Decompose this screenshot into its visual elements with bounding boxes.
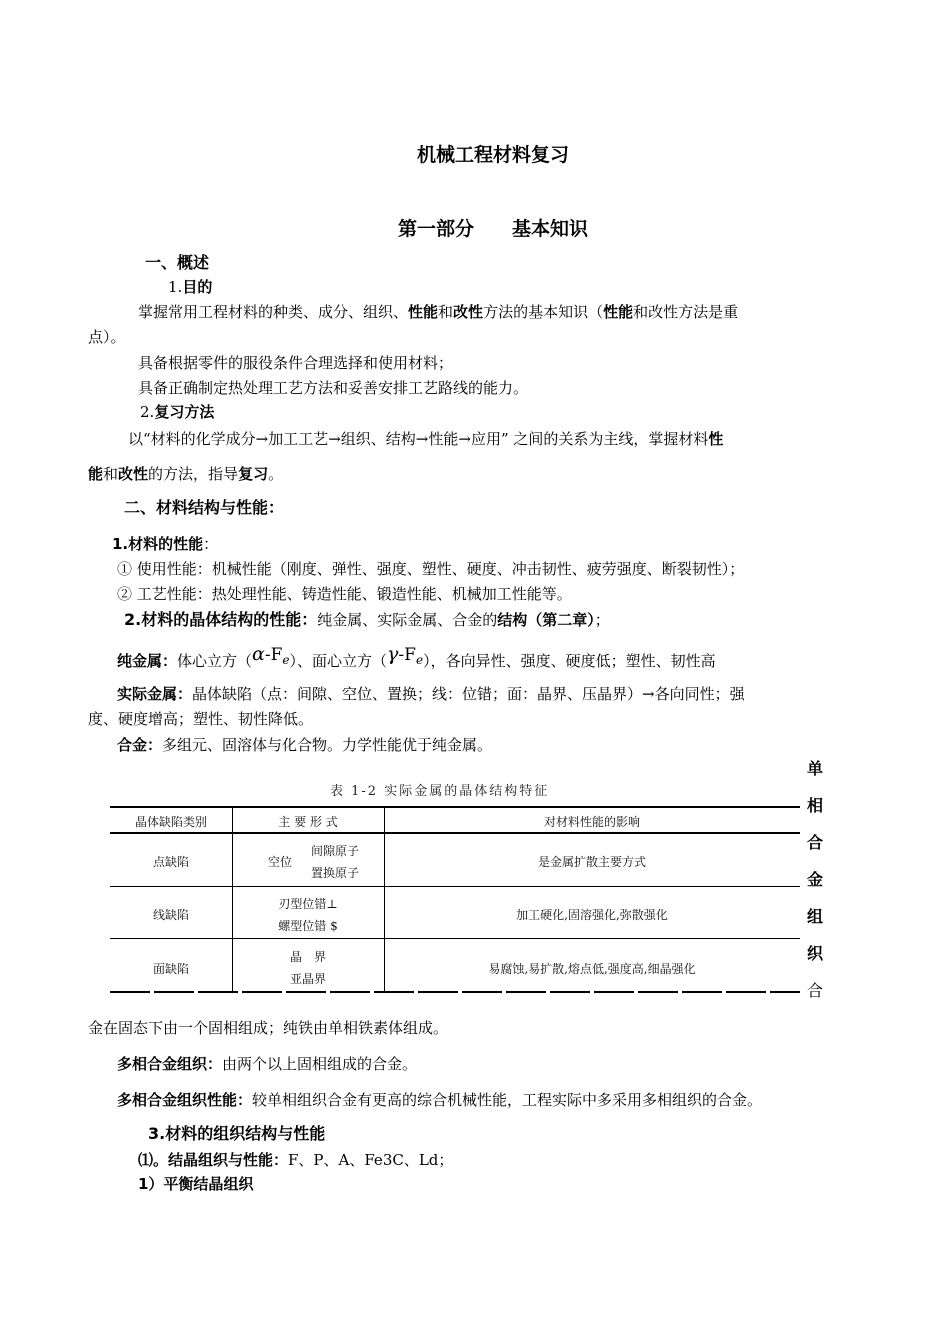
subsection-label: 1.材料的性能 (112, 535, 204, 553)
text: 多组元、固溶体与化合物。力学性能优于纯金属。 (162, 736, 493, 754)
subsection-microstructure: 3.材料的组织结构与性能 (148, 1124, 326, 1143)
table-header: 晶体缺陷类别 (134, 815, 207, 829)
subsection-label: 复习方法 (154, 403, 215, 421)
text: ）、面心立方（ (289, 652, 388, 670)
text: 晶体缺陷（点：间隙、空位、置换；线：位错；面：晶界、压晶界）→各向同性；强 (192, 685, 745, 703)
paragraph-pure-metal (117, 643, 716, 678)
paragraph-multi-phase (117, 1054, 417, 1074)
term-label: 纯金属： (117, 652, 178, 670)
emphasis: 性能 (408, 303, 439, 321)
emphasis: 性能 (603, 303, 634, 321)
text: 以“材料的化学成分→加工工艺→组织、结构→性能→应用” 之间的关系为主线，掌握材料 (128, 430, 709, 448)
section-heading-structure: 二、材料结构与性能： (124, 498, 285, 517)
text: 和 (103, 465, 119, 483)
text: 较单相组织合金有更高的综合机械性能，工程实际中多采用多相组织的合金。 (252, 1091, 763, 1109)
subsection-material-performance (112, 534, 218, 554)
section-heading-overview: 一、概述 (145, 253, 210, 272)
subsection-label: 2.材料的晶体结构的性能： (124, 610, 318, 629)
table-cell-form: 晶 界 (289, 950, 326, 964)
subsection-equilibrium: 1）平衡结晶组织 (138, 1175, 254, 1193)
paragraph-use-performance: ① 使用性能：机械性能（刚度、弹性、强度、塑性、硬度、冲击韧性、疲劳强度、断裂韧性）； (117, 560, 745, 578)
text: 体心立方（ (177, 652, 253, 670)
paragraph-multi-phase-performance (117, 1090, 762, 1110)
table-rule (110, 991, 800, 993)
emphasis: 结构（第二章） (497, 611, 595, 629)
paragraph-purpose-2: 具备根据零件的服役条件合理选择和使用材料； (138, 354, 454, 372)
table-cell-form: 置换原子 (310, 866, 359, 880)
text: -F (264, 645, 283, 665)
text: 掌握常用工程材料的种类、成分、组织、 (138, 303, 409, 321)
table-cell-effect: 加工硬化,固溶强化,弥散强化 (516, 908, 668, 922)
table-rule (110, 806, 800, 808)
table-cell-effect: 是金属扩散主要方式 (537, 855, 646, 869)
subsection-label: 目的 (182, 278, 213, 296)
paragraph-alloy (117, 735, 492, 755)
emphasis: 改性 (118, 465, 149, 483)
vertical-char: 合 (806, 981, 823, 1000)
text: 和 (438, 303, 454, 321)
text: ），各向异性、强度、硬度低；塑性、韧性高 (423, 652, 716, 670)
text: 方法的基本知识（ (483, 303, 604, 321)
text: -F (398, 645, 416, 665)
document-title: 机械工程材料复习 (416, 144, 569, 166)
vertical-char: 金 (806, 870, 823, 889)
vertical-char: 合 (806, 833, 823, 852)
table-cell-category: 线缺陷 (152, 908, 189, 922)
vertical-char: 织 (806, 944, 823, 963)
text: ： (203, 535, 219, 553)
term-label: 多相合金组织性能： (117, 1091, 253, 1109)
text: 由两个以上固相组成的合金。 (222, 1055, 418, 1073)
paragraph-review-1 (128, 429, 723, 449)
subsection-review-method (140, 402, 214, 422)
table-cell-form-prefix: 空位 (267, 855, 292, 869)
emphasis: 能 (88, 465, 104, 483)
subsection-purpose (168, 277, 212, 297)
table-cell-form: 刃型位错⊥ (278, 897, 338, 911)
text: F、P、A、Fe3C、Ld； (288, 1151, 454, 1169)
text: 的方法，指导 (148, 465, 239, 483)
paragraph-purpose-3: 具备正确制定热处理工艺方法和妥善安排工艺路线的能力。 (138, 379, 529, 397)
paragraph-single-phase: 金在固态下由一个固相组成；纯铁由单相铁素体组成。 (88, 1019, 449, 1037)
paragraph-purpose-1-cont: 点）。 (88, 328, 126, 346)
paragraph-process-performance: ② 工艺性能：热处理性能、铸造性能、锻造性能、机械加工性能等。 (117, 585, 572, 603)
emphasis: 改性 (453, 303, 484, 321)
table-rule (110, 886, 800, 887)
paragraph-real-metal-cont: 度、硬度增高；塑性、韧性降低。 (88, 710, 314, 728)
text: 纯金属、实际金属、合金的 (317, 611, 498, 629)
emphasis: 复习 (238, 465, 269, 483)
text: e (282, 653, 290, 667)
paragraph-crystal-microstructure (138, 1150, 453, 1170)
table-cell-category: 面缺陷 (152, 962, 189, 976)
table-cell-form: 螺型位错 $ (278, 919, 338, 933)
term-label: ⑴。结晶组织与性能： (138, 1151, 289, 1169)
table-rule (110, 938, 800, 939)
alpha-symbol: α (252, 643, 265, 665)
crystal-defect-table (110, 806, 800, 991)
table-cell-category: 点缺陷 (152, 855, 189, 869)
part-title: 第一部分 基本知识 (397, 218, 588, 240)
text: e (415, 653, 424, 667)
paragraph-purpose-1 (138, 302, 738, 322)
table-cell-form: 亚晶界 (289, 972, 326, 986)
table-caption: 表 1-2 实际金属的晶体结构特征 (330, 784, 550, 799)
subsection-number: 2. (140, 403, 155, 421)
table-cell-effect: 易腐蚀,易扩散,熔点低,强度高,细晶强化 (488, 962, 696, 976)
subsection-number: 1. (168, 278, 183, 296)
vertical-char: 相 (806, 796, 823, 815)
table-rule (110, 832, 800, 834)
text: 。 (268, 465, 284, 483)
table-cell-form: 间隙原子 (310, 844, 359, 858)
table-header: 对材料性能的影响 (543, 815, 640, 829)
text: 和改性方法是重 (633, 303, 739, 321)
term-label: 多相合金组织： (117, 1055, 223, 1073)
paragraph-review-2 (88, 464, 283, 484)
vertical-char: 单 (806, 759, 823, 778)
vertical-text-column (805, 750, 825, 1009)
term-label: 实际金属： (117, 685, 193, 703)
paragraph-real-metal (117, 684, 745, 704)
emphasis: 性 (708, 430, 724, 448)
vertical-char: 组 (806, 907, 823, 926)
subsection-crystal-structure (124, 610, 610, 630)
table-header: 主 要 形 式 (278, 815, 338, 829)
term-label: 合金： (117, 736, 163, 754)
text: ； (594, 611, 610, 629)
gamma-symbol: γ (387, 643, 399, 665)
